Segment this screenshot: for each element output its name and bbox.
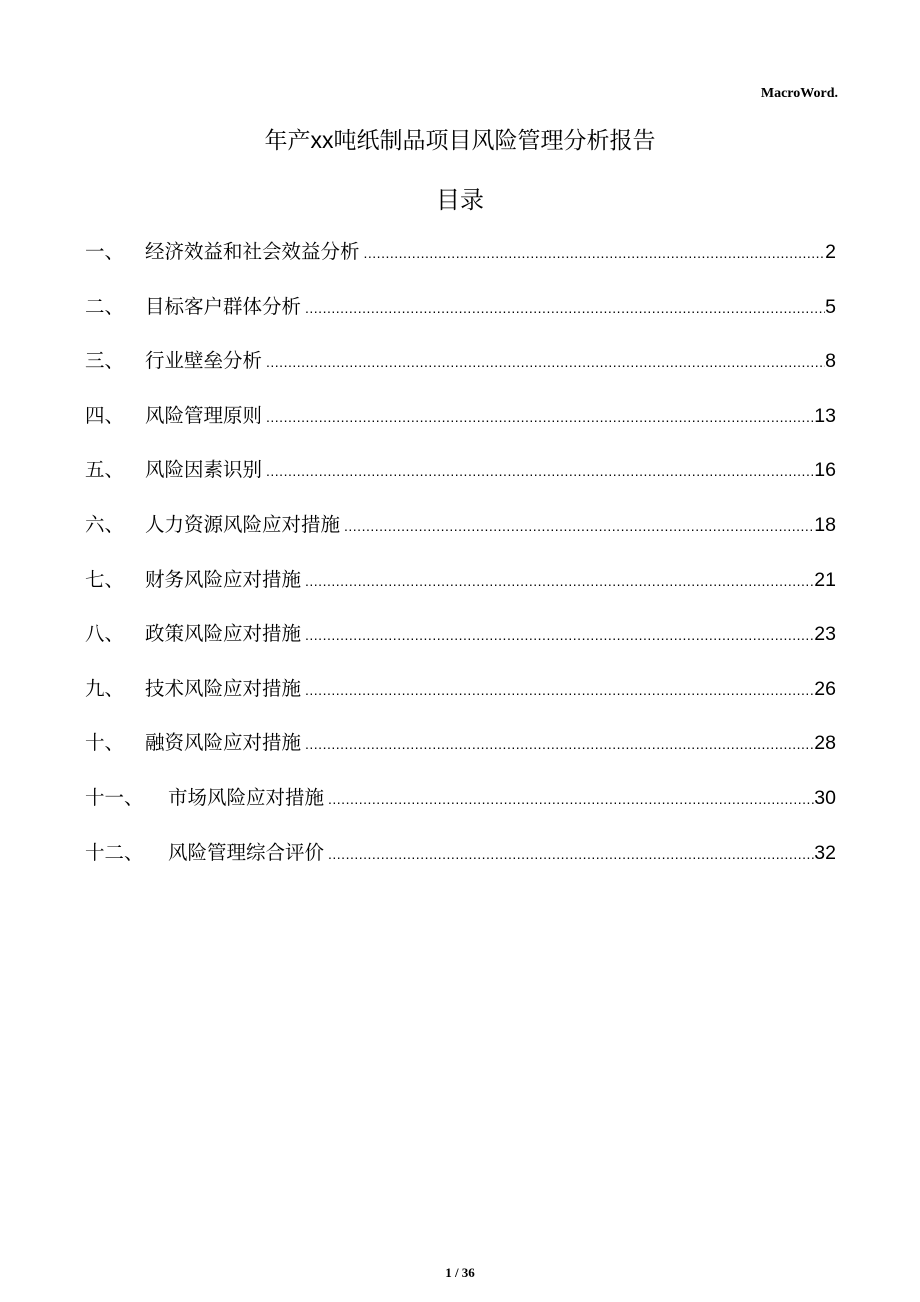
toc-entry[interactable]: [85, 673, 836, 728]
toc-entry[interactable]: [85, 618, 836, 673]
toc-entry-label: 财务风险应对措施: [145, 568, 302, 591]
toc-entry-number: 八、: [85, 623, 125, 646]
toc-entry-number: 十二、: [85, 841, 144, 864]
toc-leader-dots: [364, 245, 826, 261]
toc-entry[interactable]: [85, 400, 836, 455]
toc-entry-label: 目标客户群体分析: [145, 295, 302, 318]
page-indicator: 1 / 36: [445, 1265, 475, 1280]
table-of-contents: [85, 236, 836, 891]
toc-entry-label: 技术风险应对措施: [145, 677, 302, 700]
toc-entry-page: 13: [814, 404, 836, 427]
toc-entry[interactable]: [85, 236, 836, 291]
toc-entry-page: 26: [814, 677, 836, 700]
toc-entry-number: 三、: [85, 350, 125, 373]
toc-leader-dots: [305, 573, 814, 589]
header-brand: MacroWord.: [760, 86, 838, 101]
toc-entry-label: 融资风险应对措施: [145, 732, 302, 755]
toc-leader-dots: [328, 846, 814, 862]
toc-entry-label: 风险管理原则: [145, 404, 263, 427]
toc-entry-label: 政策风险应对措施: [145, 623, 302, 646]
toc-entry-page: 2: [825, 241, 836, 263]
toc-entry[interactable]: [85, 782, 836, 837]
toc-entry-label: 人力资源风险应对措施: [145, 513, 341, 536]
toc-entry-page: 28: [814, 732, 836, 755]
toc-entry-label: 风险因素识别: [145, 459, 263, 482]
toc-entry-page: 16: [814, 459, 836, 482]
toc-entry-number: 十、: [85, 732, 125, 755]
toc-entry-number: 六、: [85, 513, 125, 536]
toc-entry[interactable]: [85, 291, 836, 346]
toc-entry-page: 8: [825, 350, 836, 373]
toc-title: 目录: [436, 187, 484, 214]
toc-leader-dots: [305, 682, 814, 698]
toc-entry-page: 18: [814, 513, 836, 536]
toc-entry-number: 五、: [85, 459, 125, 482]
document-title: 年产xx吨纸制品项目风险管理分析报告: [264, 127, 656, 153]
toc-leader-dots: [328, 791, 814, 807]
toc-entry-number: 七、: [85, 568, 125, 591]
toc-entry-number: 九、: [85, 677, 125, 700]
toc-entry-label: 市场风险应对措施: [168, 786, 325, 809]
toc-entry-label: 行业壁垒分析: [145, 350, 263, 373]
toc-entry-label: 经济效益和社会效益分析: [145, 241, 360, 263]
toc-entry-number: 二、: [85, 295, 125, 318]
toc-leader-dots: [305, 627, 814, 643]
toc-entry-number: 四、: [85, 404, 125, 427]
toc-entry-page: 21: [814, 568, 836, 591]
toc-entry-page: 5: [825, 295, 836, 318]
toc-leader-dots: [266, 463, 814, 479]
toc-entry-label: 风险管理综合评价: [168, 841, 325, 864]
toc-entry[interactable]: [85, 345, 836, 400]
toc-entry[interactable]: [85, 564, 836, 619]
toc-entry-page: 23: [814, 623, 836, 646]
toc-entry[interactable]: [85, 727, 836, 782]
toc-entry[interactable]: [85, 454, 836, 509]
toc-leader-dots: [344, 518, 814, 534]
toc-entry-page: 30: [814, 786, 836, 809]
toc-leader-dots: [305, 300, 825, 316]
toc-leader-dots: [266, 354, 825, 370]
toc-leader-dots: [305, 736, 814, 752]
toc-entry-number: 一、: [85, 241, 125, 263]
toc-leader-dots: [266, 409, 814, 425]
toc-entry[interactable]: [85, 837, 836, 892]
toc-entry[interactable]: [85, 509, 836, 564]
toc-entry-page: 32: [814, 841, 836, 864]
toc-entry-number: 十一、: [85, 786, 144, 809]
